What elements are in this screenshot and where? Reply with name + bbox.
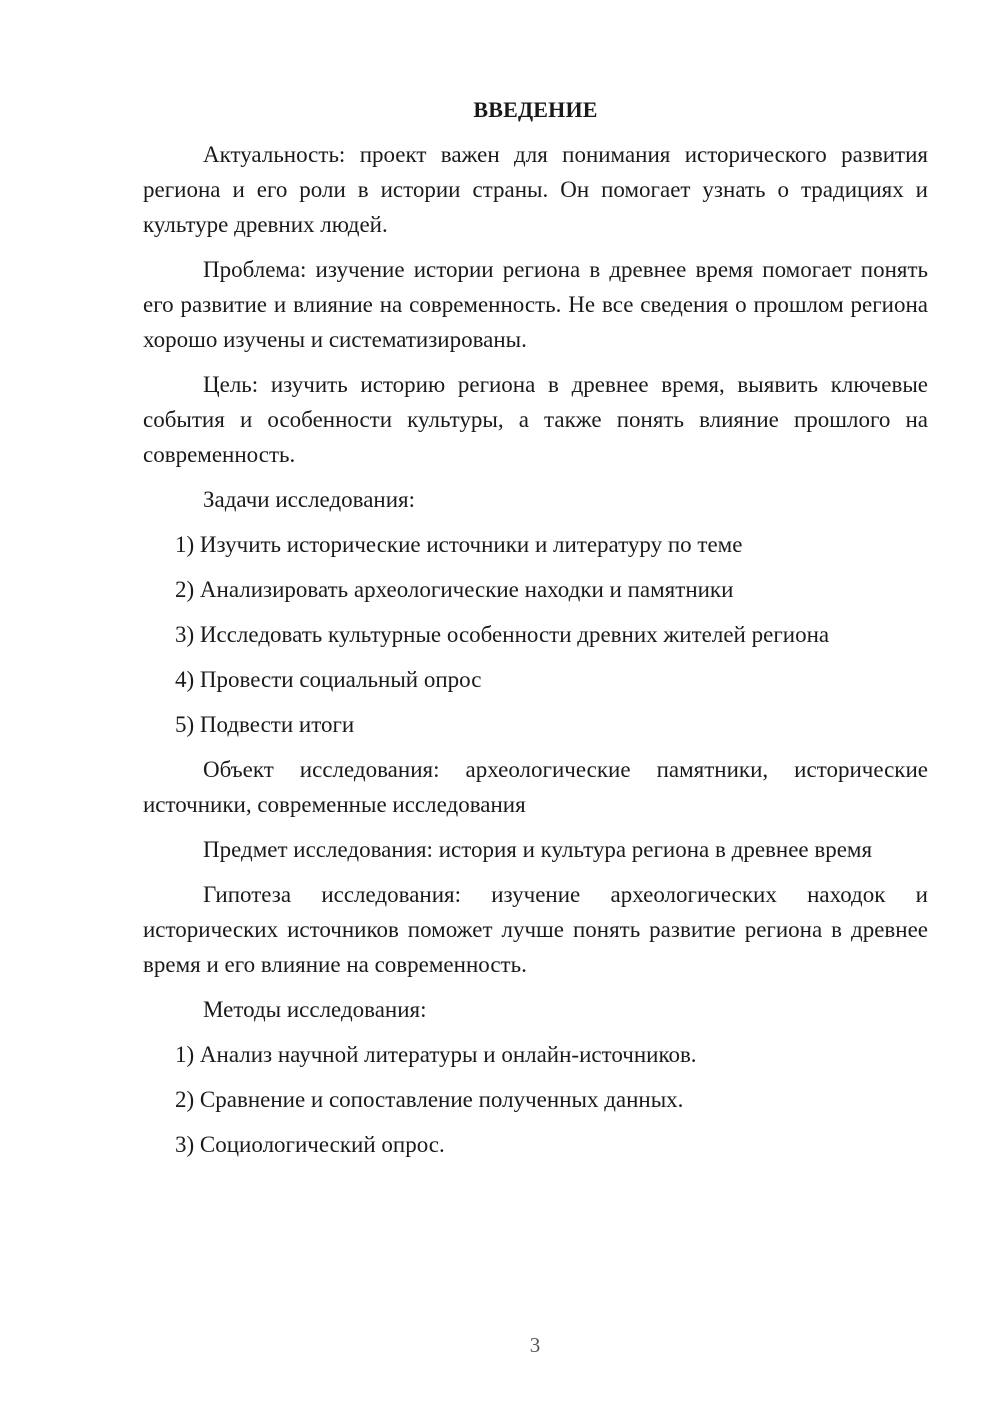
object-paragraph: Объект исследования: археологические памятники, исторические источники, современные исследования: [143, 757, 928, 817]
section-title: ВВЕДЕНИЕ: [473, 97, 598, 122]
methods-heading: Методы исследования:: [203, 997, 427, 1022]
page-number: 3: [529, 1333, 541, 1357]
task-item: 3) Исследовать культурные особенности древних жителей региона: [175, 622, 830, 647]
relevance-paragraph: Актуальность: проект важен для понимания исторического развития региона и его роли в истории страны. Он помогает узнать о традициях и культуре древних людей.: [143, 142, 928, 237]
method-item: 2) Сравнение и сопоставление полученных данных.: [175, 1087, 684, 1112]
task-item: 2) Анализировать археологические находки и памятники: [175, 577, 734, 602]
task-item: 4) Провести социальный опрос: [175, 667, 482, 692]
methods-list: [143, 1037, 928, 1162]
hypothesis-paragraph: Гипотеза исследования: изучение археологических находок и исторических источников поможет лучше понять развитие региона в древнее время и его влияние на современность.: [143, 882, 928, 977]
subject-paragraph: Предмет исследования: история и культура региона в древнее время: [203, 837, 873, 862]
goal-paragraph: Цель: изучить историю региона в древнее время, выявить ключевые события и особенности культуры, а также понять влияние прошлого на современность.: [143, 372, 928, 467]
tasks-heading: Задачи исследования:: [203, 487, 416, 512]
task-item: 5) Подвести итоги: [175, 712, 355, 737]
method-item: 1) Анализ научной литературы и онлайн-источников.: [175, 1042, 697, 1067]
tasks-list: [143, 527, 928, 742]
document-page: [143, 92, 928, 1172]
problem-paragraph: Проблема: изучение истории региона в древнее время помогает понять его развитие и влияние на современность. Не все сведения о прошлом региона хорошо изучены и систематизированы.: [143, 257, 928, 352]
method-item: 3) Социологический опрос.: [175, 1132, 445, 1157]
task-item: 1) Изучить исторические источники и литературу по теме: [175, 532, 743, 557]
